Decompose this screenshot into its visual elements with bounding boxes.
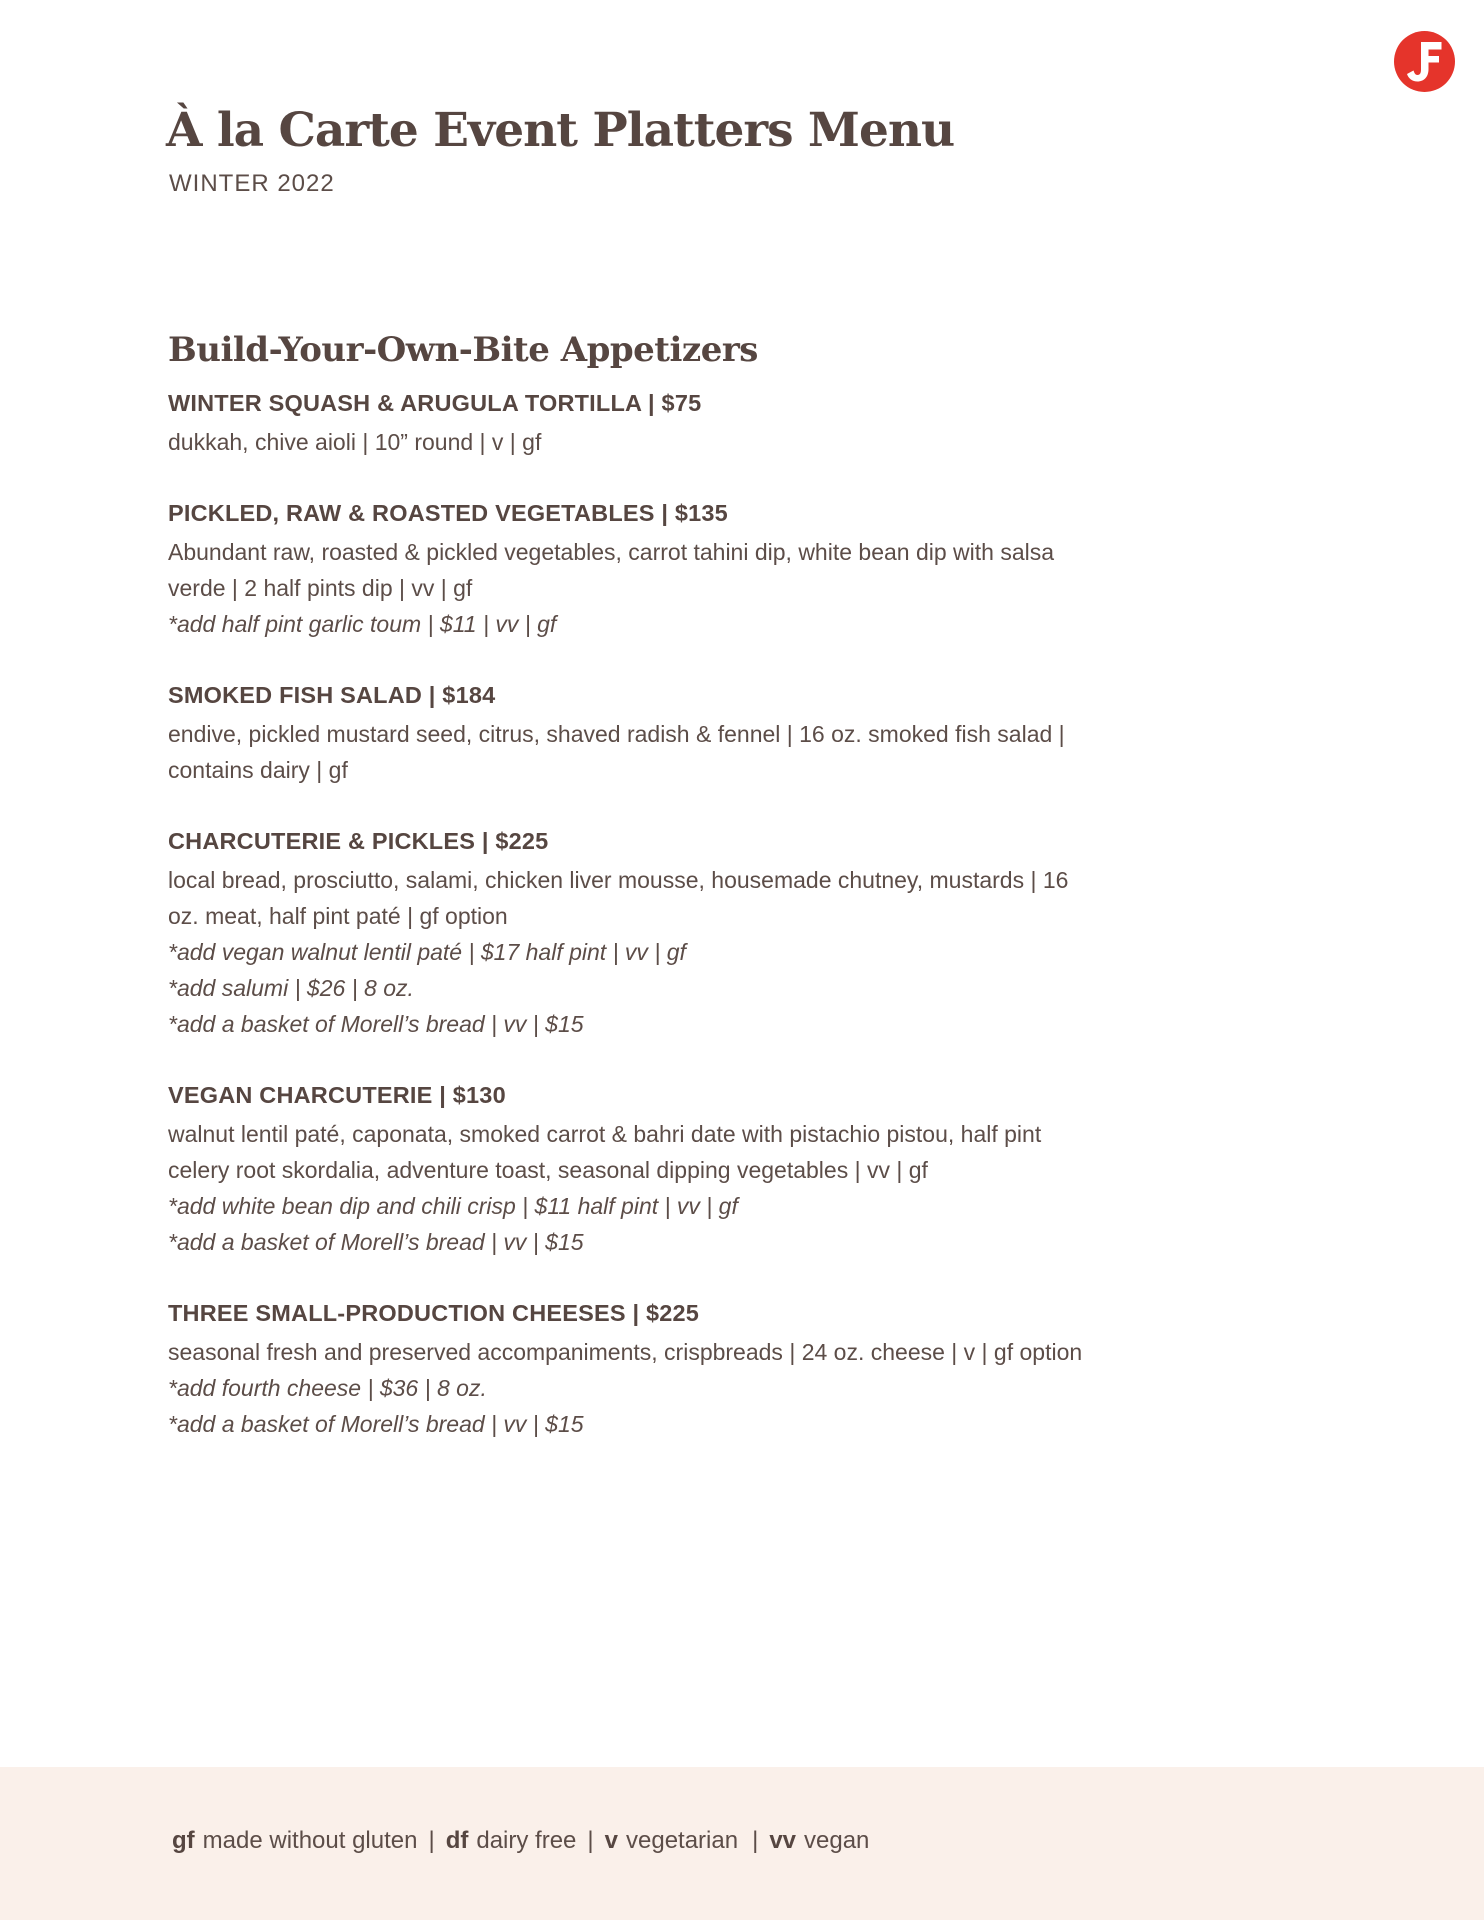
item-description: walnut lentil paté, caponata, smoked carrot & bahri date with pistachio pistou, half pint celery root skordalia, adventure toast, seasonal dipping vegetables | vv | gf bbox=[168, 1121, 1042, 1183]
item-description: Abundant raw, roasted & pickled vegetables, carrot tahini dip, white bean dip with salsa verde | 2 half pints dip | vv | gf bbox=[168, 539, 1055, 601]
jf-monogram-icon bbox=[1394, 31, 1455, 92]
legend-label: dairy free bbox=[476, 1827, 577, 1854]
page-title: À la Carte Event Platters Menu bbox=[166, 103, 955, 159]
item-description: endive, pickled mustard seed, citrus, shaved radish & fennel | 16 oz. smoked fish salad | contains dairy | gf bbox=[168, 721, 1065, 783]
legend-label: made without gluten bbox=[202, 1827, 418, 1854]
item-addon: *add a basket of Morell’s bread | vv | $15 bbox=[168, 1229, 584, 1255]
legend-abbr: gf bbox=[172, 1827, 195, 1854]
legend-item-vv bbox=[769, 1827, 869, 1854]
legend-separator: | bbox=[587, 1827, 594, 1854]
item-addon: *add vegan walnut lentil paté | $17 half pint | vv | gf bbox=[168, 939, 686, 965]
legend-abbr: v bbox=[604, 1827, 618, 1854]
legend-separator: | bbox=[752, 1827, 759, 1854]
item-name: WINTER SQUASH & ARUGULA TORTILLA | $75 bbox=[168, 390, 702, 416]
menu-item bbox=[168, 680, 1088, 788]
section-heading: Build-Your-Own-Bite Appetizers bbox=[168, 330, 758, 370]
legend-item-v bbox=[605, 1827, 738, 1854]
menu-item bbox=[168, 1298, 1088, 1442]
item-description: seasonal fresh and preserved accompaniments, crispbreads | 24 oz. cheese | v | gf option bbox=[168, 1339, 1083, 1365]
item-addon: *add white bean dip and chili crisp | $11 half pint | vv | gf bbox=[168, 1193, 738, 1219]
legend-label: vegetarian bbox=[626, 1827, 739, 1854]
menu-item bbox=[168, 826, 1088, 1042]
brand-logo bbox=[1394, 31, 1455, 92]
legend-item-df bbox=[446, 1827, 577, 1854]
item-description: local bread, prosciutto, salami, chicken liver mousse, housemade chutney, mustards | 16 oz. meat, half pint paté | gf option bbox=[168, 867, 1069, 929]
legend-abbr: df bbox=[445, 1827, 469, 1854]
item-name: CHARCUTERIE & PICKLES | $225 bbox=[168, 828, 549, 854]
legend-separator: | bbox=[428, 1827, 435, 1854]
legend-label: vegan bbox=[804, 1827, 870, 1854]
item-addon: *add salumi | $26 | 8 oz. bbox=[168, 975, 414, 1001]
menu-season-subtitle: WINTER 2022 bbox=[169, 170, 335, 197]
item-description: dukkah, chive aioli | 10” round | v | gf bbox=[168, 429, 542, 455]
legend-abbr: vv bbox=[769, 1827, 797, 1854]
legend-item-gf bbox=[172, 1827, 417, 1854]
menu-item bbox=[168, 498, 1088, 642]
item-addon: *add fourth cheese | $36 | 8 oz. bbox=[168, 1375, 487, 1401]
item-name: THREE SMALL-PRODUCTION CHEESES | $225 bbox=[168, 1300, 700, 1326]
item-addon: *add a basket of Morell’s bread | vv | $15 bbox=[168, 1011, 584, 1037]
footer-band bbox=[0, 1767, 1484, 1920]
item-addon: *add a basket of Morell’s bread | vv | $15 bbox=[168, 1411, 584, 1437]
menu-item bbox=[168, 1080, 1088, 1260]
menu-section bbox=[168, 330, 1088, 1480]
item-addon: *add half pint garlic toum | $11 | vv | gf bbox=[168, 611, 557, 637]
item-name: VEGAN CHARCUTERIE | $130 bbox=[168, 1082, 506, 1108]
item-name: SMOKED FISH SALAD | $184 bbox=[168, 682, 496, 708]
dietary-legend bbox=[172, 1827, 869, 1855]
item-name: PICKLED, RAW & ROASTED VEGETABLES | $135 bbox=[168, 500, 728, 526]
menu-item bbox=[168, 388, 1088, 460]
